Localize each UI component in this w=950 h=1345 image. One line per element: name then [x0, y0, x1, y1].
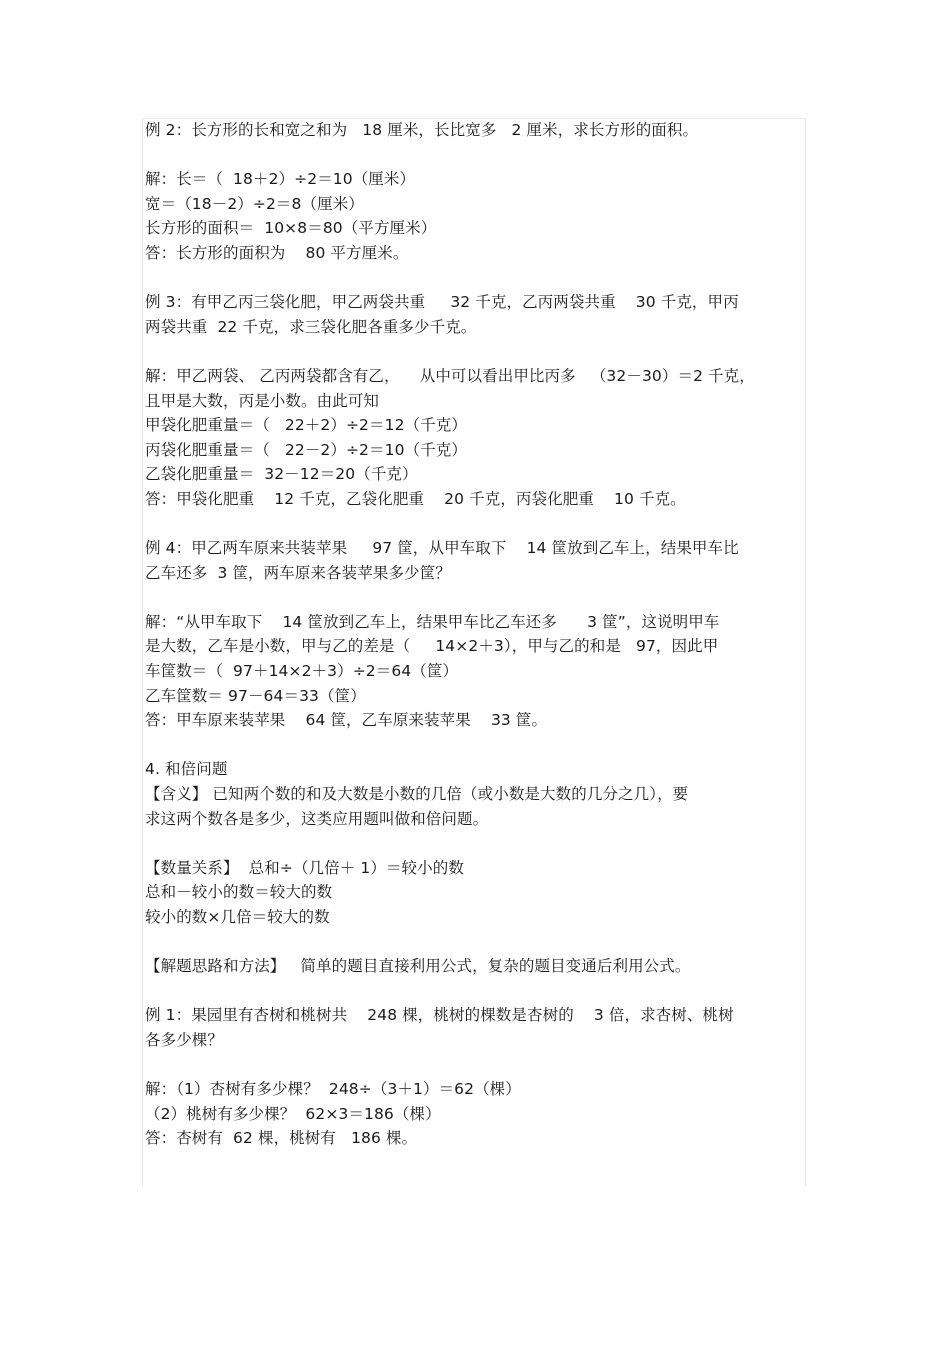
text-line: 乙袋化肥重量＝ 32－12＝20（千克）: [145, 465, 418, 484]
text-line: 答：甲车原来装苹果 64 筐，乙车原来装苹果 33 筐。: [145, 711, 548, 730]
paragraph: [145, 167, 805, 265]
document-body: [145, 118, 805, 1151]
text-line: 答：甲袋化肥重 12 千克，乙袋化肥重 20 千克，丙袋化肥重 10 千克。: [145, 489, 686, 508]
text-line: 解：长＝（ 18＋2）÷2＝10（厘米）: [145, 170, 416, 189]
paragraph: [145, 1077, 805, 1151]
text-line: 甲袋化肥重量＝（ 22＋2）÷2＝12（千克）: [145, 416, 467, 435]
paragraph: [145, 1003, 805, 1052]
text-line: （2）桃树有多少棵？ 62×3＝186（棵）: [145, 1104, 441, 1123]
text-line: 例 3：有甲乙丙三袋化肥，甲乙两袋共重 32 千克，乙丙两袋共重 30 千克，甲丙: [145, 293, 739, 312]
text-line: 乙车筐数＝ 97－64＝33（筐）: [145, 686, 366, 705]
text-line: 【数量关系】 总和÷（几倍＋ 1）＝较小的数: [145, 858, 464, 877]
paragraph: [145, 954, 805, 979]
paragraph-gap: [145, 1053, 805, 1078]
paragraph-gap: [145, 143, 805, 168]
paragraph-gap: [145, 979, 805, 1004]
text-line: 乙车还多 3 筐，两车原来各装苹果多少筐？: [145, 563, 451, 582]
text-line: 各多少棵？: [145, 1030, 224, 1049]
paragraph-gap: [145, 733, 805, 758]
text-line: 【解题思路和方法】 简单的题目直接利用公式，复杂的题目变通后利用公式。: [145, 957, 691, 976]
paragraph: [145, 290, 805, 339]
text-line: 4. 和倍问题: [145, 760, 228, 779]
paragraph: [145, 364, 805, 512]
text-line: 总和－较小的数＝较大的数: [145, 883, 333, 902]
text-line: 是大数，乙车是小数，甲与乙的差是（ 14×2＋3），甲与乙的和是 97，因此甲: [145, 637, 719, 656]
text-line: 求这两个数各是多少，这类应用题叫做和倍问题。: [145, 809, 489, 828]
text-line: 长方形的面积＝ 10×8＝80（平方厘米）: [145, 219, 437, 238]
text-line: 例 1：果园里有杏树和桃树共 248 棵，桃树的棵数是杏树的 3 倍，求杏树、桃树: [145, 1006, 734, 1025]
text-line: 答：长方形的面积为 80 平方厘米。: [145, 243, 409, 262]
text-line: 宽＝（18－2）÷2＝8（厘米）: [145, 194, 364, 213]
text-line: 两袋共重 22 千克，求三袋化肥各重多少千克。: [145, 317, 477, 336]
paragraph-gap: [145, 512, 805, 537]
text-line: 例 4：甲乙两车原来共装苹果 97 筐，从甲车取下 14 筐放到乙车上，结果甲车比: [145, 539, 739, 558]
text-line: 丙袋化肥重量＝（ 22－2）÷2＝10（千克）: [145, 440, 467, 459]
paragraph-gap: [145, 831, 805, 856]
text-line: 解：（1）杏树有多少棵？ 248÷（3＋1）＝62（棵）: [145, 1080, 521, 1099]
text-line: 解：甲乙两袋、 乙丙两袋都含有乙， 从中可以看出甲比丙多 （32－30）＝2 千克，: [145, 366, 755, 385]
paragraph: [145, 856, 805, 930]
text-line: 例 2：长方形的长和宽之和为 18 厘米，长比宽多 2 厘米，求长方形的面积。: [145, 121, 699, 139]
text-line: 且甲是大数，丙是小数。由此可知: [145, 391, 380, 410]
paragraph: [145, 118, 805, 143]
paragraph-gap: [145, 339, 805, 364]
paragraph: [145, 757, 805, 831]
text-line: 【含义】 已知两个数的和及大数是小数的几倍（或小数是大数的几分之几），要: [145, 785, 689, 804]
text-line: 较小的数×几倍＝较大的数: [145, 908, 330, 926]
paragraph: [145, 536, 805, 585]
text-line: 车筐数＝（ 97＋14×2＋3）÷2＝64（筐）: [145, 662, 459, 681]
paragraph-gap: [145, 585, 805, 610]
paragraph: [145, 610, 805, 733]
text-line: 解：“从甲车取下 14 筐放到乙车上，结果甲车比乙车还多 3 筐”，这说明甲车: [145, 612, 720, 631]
paragraph-gap: [145, 930, 805, 955]
text-line: 答：杏树有 62 棵，桃树有 186 棵。: [145, 1129, 418, 1148]
paragraph-gap: [145, 266, 805, 291]
